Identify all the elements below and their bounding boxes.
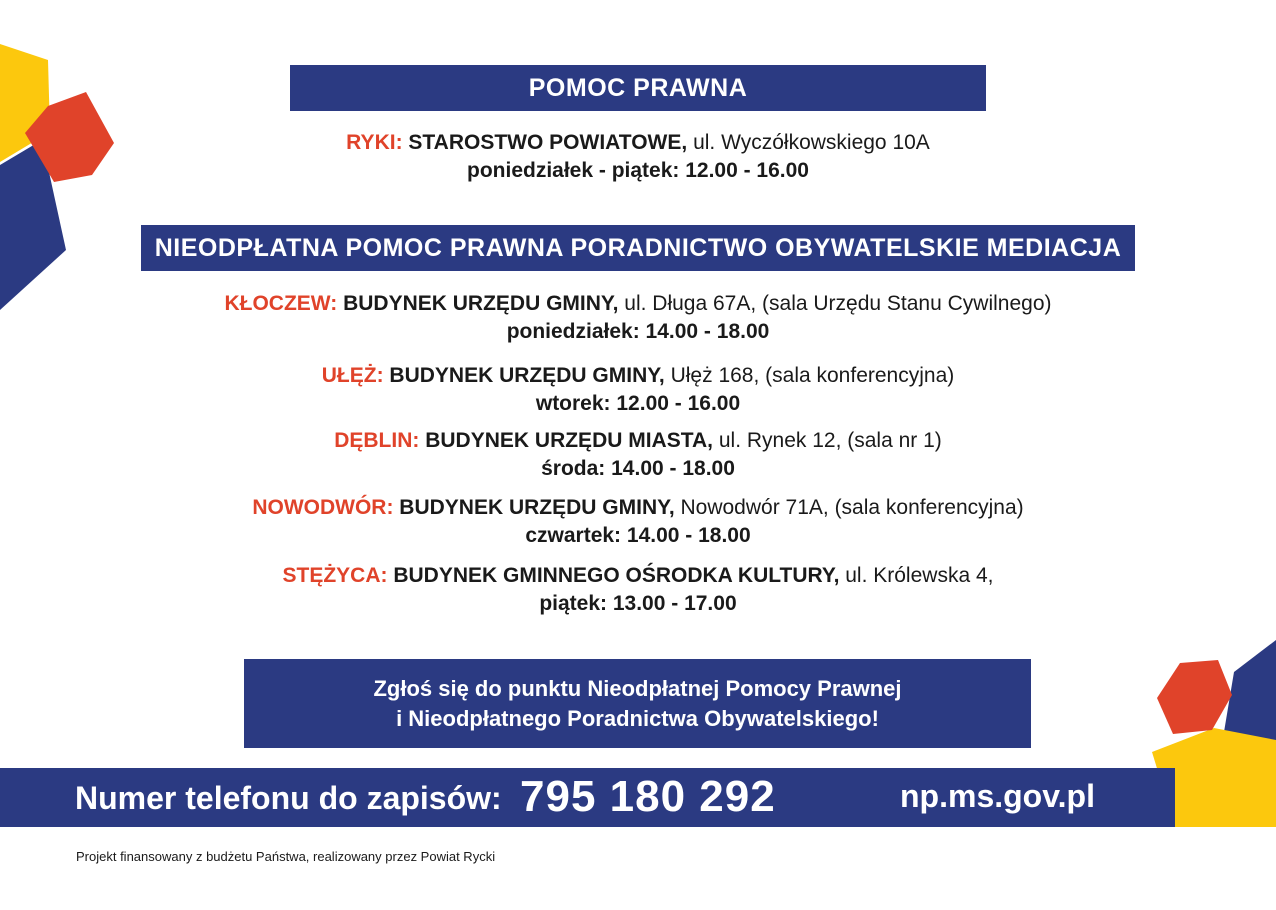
building-name: STAROSTWO POWIATOWE, <box>408 131 688 154</box>
opening-hours: poniedziałek: 14.00 - 18.00 <box>506 320 770 343</box>
section-title-nieodplatna-pomoc: NIEODPŁATNA POMOC PRAWNA PORADNICTWO OBYWATELSKIE MEDIACJA <box>141 225 1135 271</box>
entry-ulez <box>0 362 1276 418</box>
town-name: RYKI: <box>346 131 403 154</box>
entry-location-line <box>0 427 1276 455</box>
building-name: BUDYNEK URZĘDU MIASTA, <box>419 429 714 452</box>
address: ul. Długa 67A, (sala Urzędu Stanu Cywilnego) <box>618 292 1052 315</box>
address: ul. Wyczółkowskiego 10A <box>687 131 930 154</box>
entry-location-line <box>0 290 1276 318</box>
address: Ułęż 168, (sala konferencyjna) <box>664 364 955 387</box>
opening-hours: środa: 14.00 - 18.00 <box>541 457 735 480</box>
building-name: BUDYNEK GMINNEGO OŚRODKA KULTURY, <box>387 564 840 587</box>
building-name: BUDYNEK URZĘDU GMINY, <box>393 496 675 519</box>
address: Nowodwór 71A, (sala konferencyjna) <box>674 496 1024 519</box>
funding-footer: Projekt finansowany z budżetu Państwa, realizowany przez Powiat Rycki <box>76 849 496 864</box>
address: ul. Królewska 4, <box>839 564 994 587</box>
town-name: KŁOCZEW: <box>224 292 338 315</box>
contact-bar <box>0 768 1175 827</box>
town-name: NOWODWÓR: <box>252 496 394 519</box>
building-name: BUDYNEK URZĘDU GMINY, <box>383 364 665 387</box>
opening-hours: piątek: 13.00 - 17.00 <box>539 592 737 615</box>
building-name: BUDYNEK URZĘDU GMINY, <box>337 292 619 315</box>
entry-ryki <box>0 129 1276 185</box>
town-name: UŁĘŻ: <box>321 364 384 387</box>
navy-hexagon-right <box>1222 640 1276 766</box>
entry-kloczew <box>0 290 1276 346</box>
entry-location-line <box>0 129 1276 157</box>
entry-deblin <box>0 427 1276 483</box>
website-address: np.ms.gov.pl <box>900 778 1095 814</box>
entry-nowodwor <box>0 494 1276 550</box>
cta-line-2: i Nieodpłatnego Poradnictwa Obywatelskiego! <box>396 705 879 731</box>
opening-hours: poniedziałek - piątek: 12.00 - 16.00 <box>467 159 809 182</box>
town-name: DĘBLIN: <box>334 429 420 452</box>
phone-number: 795 180 292 <box>520 772 776 821</box>
call-to-action-box <box>244 659 1031 748</box>
entry-location-line <box>0 494 1276 522</box>
town-name: STĘŻYCA: <box>282 564 388 587</box>
section-title-pomoc-prawna: POMOC PRAWNA <box>290 65 986 111</box>
entry-location-line <box>0 362 1276 390</box>
entry-stezyca <box>0 562 1276 618</box>
opening-hours: wtorek: 12.00 - 16.00 <box>535 392 741 415</box>
red-hexagon-right <box>1157 660 1232 734</box>
cta-line-1: Zgłoś się do punktu Nieodpłatnej Pomocy Prawnej <box>373 675 902 701</box>
opening-hours: czwartek: 14.00 - 18.00 <box>525 524 751 547</box>
entry-location-line <box>0 562 1276 590</box>
address: ul. Rynek 12, (sala nr 1) <box>713 429 942 452</box>
phone-label: Numer telefonu do zapisów: <box>75 780 502 816</box>
